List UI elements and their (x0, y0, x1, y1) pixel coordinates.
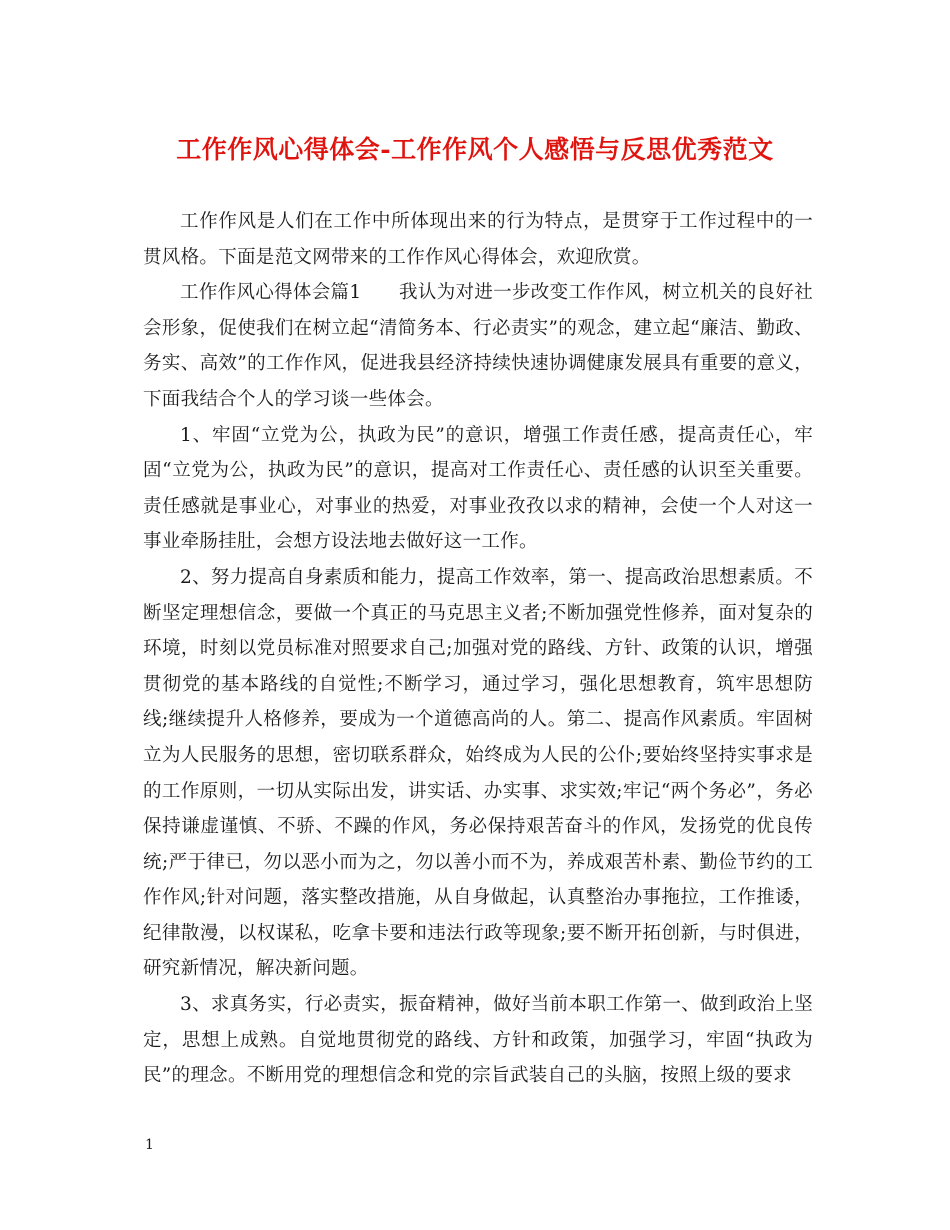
essay-1-paragraph: 工作作风心得体会篇1 我认为对进一步改变工作作风，树立机关的良好社会形象，促使我们在树立起“清简务本、行必责实”的观念，建立起“廉洁、勤政、务实、高效”的工作作风，促进我县经济持续快速协调健康发展具有重要的意义，下面我结合个人的学习谈一些体会。 (143, 282, 813, 410)
point-2-paragraph: 2、努力提高自身素质和能力，提高工作效率，第一、提高政治思想素质。不断坚定理想信念，要做一个真正的马克思主义者;不断加强党性修养，面对复杂的环境，时刻以党员标准对照要求自己;加强对党的路线、方针、政策的认识，增强贯彻党的基本路线的自觉性;不断学习，通过学习，强化思想教育，筑牢思想防线;继续提升人格修养，要成为一个道德高尚的人。第二、提高作风素质。牢固树立为人民服务的思想，密切联系群众，始终成为人民的公仆;要始终坚持实事求是的工作原则，一切从实际出发，讲实话、办实事、求实效;牢记“两个务必”，务必保持谦虚谨慎、不骄、不躁的作风，务必保持艰苦奋斗的作风，发扬党的优良传统;严于律已，勿以恶小而为之，勿以善小而不为，养成艰苦朴素、勤俭节约的工作作风;针对问题，落实整改措施，从自身做起，认真整治办事拖拉，工作推诿，纪律散漫，以权谋私，吃拿卡要和违法行政等现象;要不断开拓创新，与时俱进，研究新情况，解决新问题。 (143, 566, 813, 980)
page-number: 1 (145, 1137, 154, 1153)
document-title: 工作作风心得体会-工作作风个人感悟与反思优秀范文 (176, 135, 774, 164)
point-3-paragraph: 3、求真务实，行必责实，振奋精神，做好当前本职工作第一、做到政治上坚定，思想上成熟。自觉地贯彻党的路线、方针和政策，加强学习，牢固“执政为民”的理念。不断用党的理想信念和党的宗旨武装自己的头脑，按照上级的要求 (143, 994, 813, 1087)
point-1-paragraph: 1、牢固“立党为公，执政为民”的意识，增强工作责任感，提高责任心，牢固“立党为公，执政为民”的意识，提高对工作责任心、责任感的认识至关重要。责任感就是事业心，对事业的热爱，对事业孜孜以求的精神，会使一个人对这一事业牵肠挂肚，会想方设法地去做好这一工作。 (143, 424, 813, 553)
document-body (143, 204, 813, 1094)
intro-paragraph: 工作作风是人们在工作中所体现出来的行为特点，是贯穿于工作过程中的一贯风格。下面是范文网带来的工作作风心得体会，欢迎欣赏。 (143, 211, 813, 268)
